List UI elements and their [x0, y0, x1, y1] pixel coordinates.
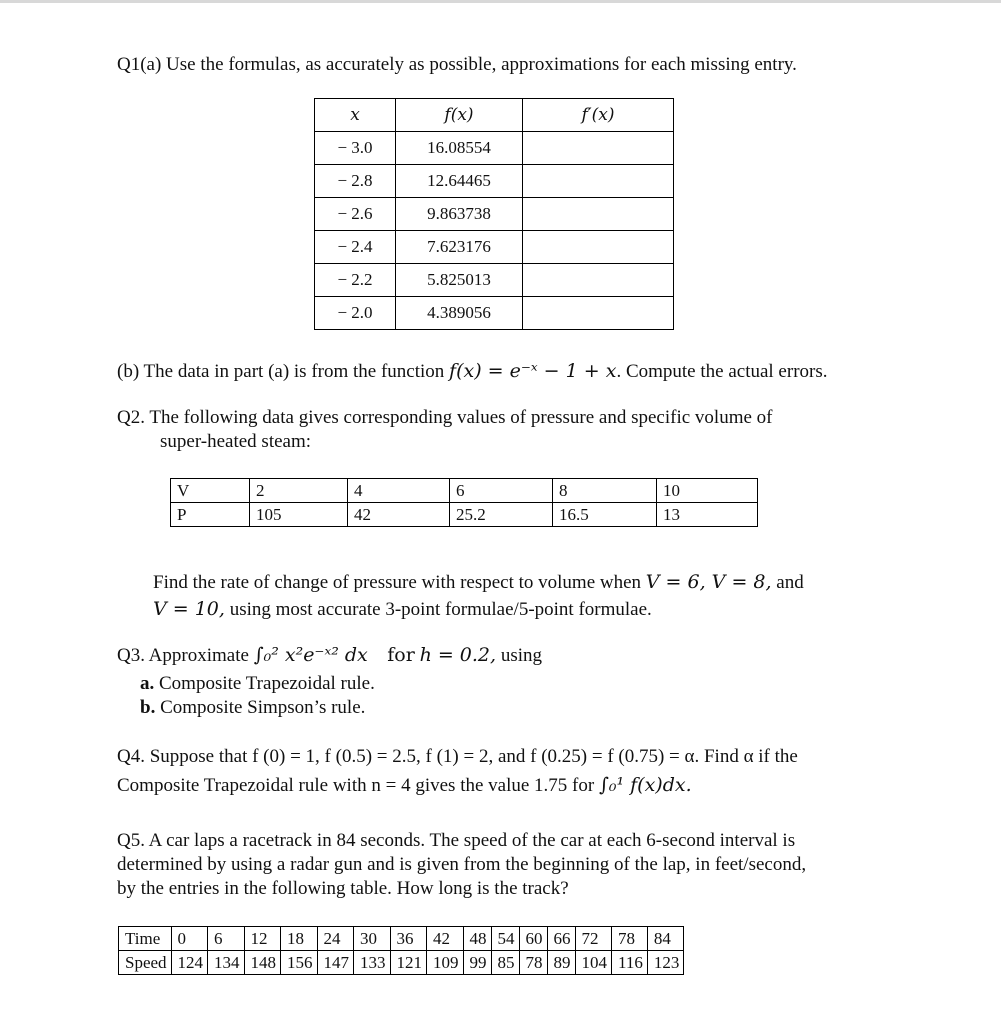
q3-item-a [140, 672, 375, 696]
cell: 85 [491, 951, 519, 975]
table-row [315, 264, 674, 297]
q3-line [117, 643, 542, 668]
q5-table [118, 926, 684, 975]
cell: 13 [657, 503, 758, 527]
q2-find2-math: V = 10, [153, 598, 225, 620]
cell: 124 [171, 951, 208, 975]
cell: 48 [463, 927, 491, 951]
cell: 18 [281, 927, 318, 951]
cell: 16.5 [553, 503, 657, 527]
cell: 2 [250, 479, 348, 503]
cell: 60 [519, 927, 547, 951]
q4-line2 [117, 773, 692, 798]
cell-label: Speed [119, 951, 172, 975]
cell-fx: 5.825013 [396, 264, 523, 297]
cell: 105 [250, 503, 348, 527]
q2-find-math: V = 6, V = 8, [645, 571, 772, 593]
cell: 133 [354, 951, 391, 975]
cell: 109 [427, 951, 464, 975]
table-header-row [315, 99, 674, 132]
q3-b-text: Composite Simpson’s rule. [160, 697, 366, 718]
q3-post: using [496, 645, 542, 666]
q1-table [314, 98, 674, 330]
cell: 99 [463, 951, 491, 975]
q3-for: for [387, 644, 415, 666]
cell-label: P [171, 503, 250, 527]
header-fx: f(x) [396, 99, 523, 132]
cell-fprime [523, 132, 674, 165]
table-row [315, 231, 674, 264]
q1b-pre: (b) The data in part (a) is from the function [117, 361, 445, 382]
cell: 156 [281, 951, 318, 975]
q4-integral: ∫₀¹ f(x)dx. [598, 774, 692, 796]
table-row [315, 165, 674, 198]
cell: 42 [427, 927, 464, 951]
cell-label: Time [119, 927, 172, 951]
cell: 54 [491, 927, 519, 951]
cell-fx: 4.389056 [396, 297, 523, 330]
table-row [315, 297, 674, 330]
cell: 78 [612, 927, 648, 951]
q3-h: h = 0.2, [419, 644, 497, 666]
cell: 121 [390, 951, 427, 975]
cell-x: − 2.2 [315, 264, 396, 297]
cell: 25.2 [450, 503, 553, 527]
cell: 78 [519, 951, 547, 975]
q5-line3: by the entries in the following table. How long is the track? [117, 878, 569, 899]
table-row [315, 132, 674, 165]
cell: 10 [657, 479, 758, 503]
cell-x: − 2.0 [315, 297, 396, 330]
cell: 72 [575, 927, 612, 951]
cell-label: V [171, 479, 250, 503]
cell: 148 [244, 951, 281, 975]
cell-fx: 9.863738 [396, 198, 523, 231]
table-row [315, 198, 674, 231]
q3-a-text: Composite Trapezoidal rule. [159, 673, 375, 694]
table-row [119, 927, 684, 951]
cell: 8 [553, 479, 657, 503]
cell: 4 [348, 479, 450, 503]
cell-fprime [523, 165, 674, 198]
q5-line2: determined by using a radar gun and is given from the beginning of the lap, in feet/second, [117, 854, 807, 875]
top-border [0, 0, 1001, 3]
q1b-post: . Compute the actual errors. [616, 361, 828, 382]
cell-x: − 2.6 [315, 198, 396, 231]
cell: 116 [612, 951, 648, 975]
cell-fx: 7.623176 [396, 231, 523, 264]
cell-fx: 16.08554 [396, 132, 523, 165]
q2-table [170, 478, 758, 527]
cell: 89 [547, 951, 575, 975]
cell: 123 [647, 951, 684, 975]
cell: 36 [390, 927, 427, 951]
cell-fx: 12.64465 [396, 165, 523, 198]
cell: 42 [348, 503, 450, 527]
cell-x: − 2.4 [315, 231, 396, 264]
q2-find2-post: using most accurate 3-point formulae/5-point formulae. [224, 599, 652, 620]
q1-title: Q1(a) Use the formulas, as accurately as possible, approximations for each missing entry. [117, 54, 797, 75]
q1b-function: f(x) = e⁻ˣ − 1 + x [449, 360, 617, 382]
q4-line1: Q4. Suppose that f (0) = 1, f (0.5) = 2.5, f (1) = 2, and f (0.25) = f (0.75) = α. Find α if the [117, 746, 798, 767]
cell-fprime [523, 231, 674, 264]
q3-item-b [140, 696, 365, 720]
table-row [119, 951, 684, 975]
cell: 66 [547, 927, 575, 951]
q4-line2-pre: Composite Trapezoidal rule with n = 4 gives the value 1.75 for [117, 775, 595, 796]
q3-b-label: b. [140, 697, 156, 718]
cell-x: − 2.8 [315, 165, 396, 198]
cell: 84 [647, 927, 684, 951]
cell: 12 [244, 927, 281, 951]
cell-fprime [523, 198, 674, 231]
header-x: x [315, 99, 396, 132]
q2-line1: Q2. The following data gives corresponding values of pressure and specific volume of [117, 407, 773, 428]
cell: 134 [208, 951, 245, 975]
cell: 147 [317, 951, 354, 975]
q2-find-line2 [153, 597, 652, 622]
q3-a-label: a. [140, 673, 155, 694]
q3-integral: ∫₀² x²e⁻ˣ² dx [253, 644, 368, 666]
q3-pre: Q3. Approximate [117, 645, 249, 666]
cell: 24 [317, 927, 354, 951]
q2-find-line1 [153, 570, 804, 595]
cell: 104 [575, 951, 612, 975]
cell: 0 [171, 927, 208, 951]
cell: 30 [354, 927, 391, 951]
cell: 6 [208, 927, 245, 951]
cell: 6 [450, 479, 553, 503]
cell-x: − 3.0 [315, 132, 396, 165]
q2-line2: super-heated steam: [160, 431, 312, 452]
cell-fprime [523, 297, 674, 330]
q2-find-post: and [771, 572, 804, 593]
header-fprime: f′(x) [523, 99, 674, 132]
q2-find-pre: Find the rate of change of pressure with respect to volume when [153, 572, 642, 593]
table-row [171, 503, 758, 527]
q5-line1: Q5. A car laps a racetrack in 84 seconds. The speed of the car at each 6-second interval is [117, 830, 796, 851]
cell-fprime [523, 264, 674, 297]
q1-part-b [117, 359, 828, 384]
table-row [171, 479, 758, 503]
